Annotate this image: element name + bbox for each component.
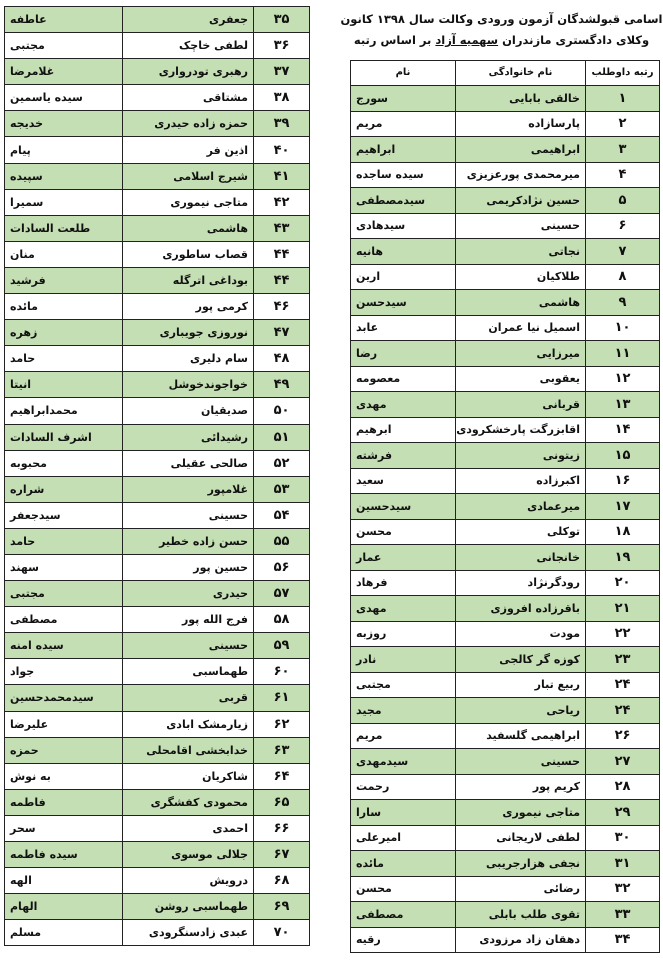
table-row xyxy=(5,711,310,737)
rank-cell: ۳۴ xyxy=(586,927,660,953)
first-name-cell: مائده xyxy=(5,294,123,320)
subtitle-quota: سهمیه آزاد xyxy=(435,33,499,47)
table-row xyxy=(351,290,660,316)
last-name-cell: خواجوندخوشل xyxy=(123,372,254,398)
header-rank: رتبه داوطلب xyxy=(586,61,660,86)
first-name-cell: الهه xyxy=(5,868,123,894)
last-name-cell: تقوی طلب بابلی xyxy=(456,902,586,928)
last-name-cell: خالقی بابایی xyxy=(456,86,586,112)
rank-cell: ۴۷ xyxy=(254,320,310,346)
rank-cell: ۱۷ xyxy=(586,494,660,520)
table-row xyxy=(351,545,660,571)
table-row xyxy=(5,685,310,711)
first-name-cell: محمدابراهیم xyxy=(5,398,123,424)
table-row xyxy=(5,842,310,868)
table-row xyxy=(5,7,310,33)
rank-cell: ۶۷ xyxy=(254,842,310,868)
last-name-cell: پارسازاده xyxy=(456,111,586,137)
first-name-cell: سیده امنه xyxy=(5,633,123,659)
table-row xyxy=(5,581,310,607)
last-name-cell: محمودی کفشگری xyxy=(123,789,254,815)
rank-cell: ۳۸ xyxy=(254,85,310,111)
rank-cell: ۲۴ xyxy=(586,672,660,698)
last-name-cell: حسینی xyxy=(123,633,254,659)
rank-cell: ۵۱ xyxy=(254,424,310,450)
table-row xyxy=(351,825,660,851)
header-last-name: نام خانوادگی xyxy=(456,61,586,86)
table-row xyxy=(5,241,310,267)
first-name-cell: سیده فاطمه xyxy=(5,842,123,868)
first-name-cell: هانیه xyxy=(351,239,456,265)
last-name-cell: قصاب ساطوری xyxy=(123,241,254,267)
last-name-cell: شیرج اسلامی xyxy=(123,163,254,189)
rank-cell: ۱۳ xyxy=(586,392,660,418)
rank-cell: ۵۹ xyxy=(254,633,310,659)
table-row xyxy=(5,163,310,189)
table-row xyxy=(351,188,660,214)
last-name-cell: متاجی نیموری xyxy=(123,189,254,215)
first-name-cell: معصومه xyxy=(351,366,456,392)
rank-cell: ۲۸ xyxy=(586,774,660,800)
first-name-cell: عمار xyxy=(351,545,456,571)
header-first-name: نام xyxy=(351,61,456,86)
table-row xyxy=(5,320,310,346)
rank-cell: ۶۰ xyxy=(254,659,310,685)
first-name-cell: طلعت السادات xyxy=(5,215,123,241)
last-name-cell: زیتونی xyxy=(456,443,586,469)
rank-cell: ۶۹ xyxy=(254,894,310,920)
first-name-cell: غلامرضا xyxy=(5,59,123,85)
table-row xyxy=(351,596,660,622)
first-name-cell: امیرعلی xyxy=(351,825,456,851)
first-name-cell: ابراهیم xyxy=(351,137,456,163)
first-name-cell: فرشته xyxy=(351,443,456,469)
rank-cell: ۳۷ xyxy=(254,59,310,85)
table-row xyxy=(5,59,310,85)
table-row xyxy=(5,554,310,580)
rank-cell: ۱۰ xyxy=(586,315,660,341)
first-name-cell: مجتبی xyxy=(5,581,123,607)
table-row xyxy=(5,267,310,293)
last-name-cell: حسینی xyxy=(456,749,586,775)
last-name-cell: قربانی xyxy=(456,392,586,418)
last-name-cell: قربی xyxy=(123,685,254,711)
first-name-cell: مریم xyxy=(351,723,456,749)
table-row xyxy=(5,920,310,946)
table-row xyxy=(5,424,310,450)
table-row xyxy=(351,621,660,647)
last-name-cell: باقرزاده افروزی xyxy=(456,596,586,622)
last-name-cell: شاکریان xyxy=(123,763,254,789)
first-name-cell: انیتا xyxy=(5,372,123,398)
table-row xyxy=(351,698,660,724)
rank-cell: ۵۷ xyxy=(254,581,310,607)
last-name-cell: غلامپور xyxy=(123,476,254,502)
table-row xyxy=(5,815,310,841)
last-name-cell: توکلی xyxy=(456,519,586,545)
last-name-cell: میرمحمدی پورعزیزی xyxy=(456,162,586,188)
first-name-cell: مهدی xyxy=(351,596,456,622)
first-name-cell: مصطفی xyxy=(351,902,456,928)
table-row xyxy=(5,372,310,398)
rank-cell: ۲۳ xyxy=(586,647,660,673)
table-row xyxy=(351,417,660,443)
rank-cell: ۱۹ xyxy=(586,545,660,571)
last-name-cell: هاشمی xyxy=(123,215,254,241)
rank-cell: ۳۰ xyxy=(586,825,660,851)
last-name-cell: نوروزی جویباری xyxy=(123,320,254,346)
last-name-cell: فرج الله پور xyxy=(123,607,254,633)
rank-cell: ۴۴ xyxy=(254,241,310,267)
rank-cell: ۴۲ xyxy=(254,189,310,215)
first-name-cell: سیدمهدی xyxy=(351,749,456,775)
table-row xyxy=(5,294,310,320)
last-name-cell: طهماسبی xyxy=(123,659,254,685)
rank-cell: ۱۴ xyxy=(586,417,660,443)
last-name-cell: کریم پور xyxy=(456,774,586,800)
first-name-cell: اشرف السادات xyxy=(5,424,123,450)
table-row xyxy=(5,111,310,137)
table-row xyxy=(351,443,660,469)
rank-cell: ۹ xyxy=(586,290,660,316)
first-name-cell: مسلم xyxy=(5,920,123,946)
last-name-cell: ابراهیمی xyxy=(456,137,586,163)
first-name-cell: منان xyxy=(5,241,123,267)
rank-cell: ۴۱ xyxy=(254,163,310,189)
rank-cell: ۶۱ xyxy=(254,685,310,711)
first-name-cell: سارا xyxy=(351,800,456,826)
table-row xyxy=(351,213,660,239)
rank-cell: ۷۰ xyxy=(254,920,310,946)
table-row xyxy=(5,137,310,163)
table-row xyxy=(5,633,310,659)
table-row xyxy=(5,85,310,111)
first-name-cell: فرشید xyxy=(5,267,123,293)
rank-cell: ۵۴ xyxy=(254,502,310,528)
first-name-cell: سیدجعفر xyxy=(5,502,123,528)
first-name-cell: مجید xyxy=(351,698,456,724)
rank-cell: ۵۰ xyxy=(254,398,310,424)
rank-cell: ۱۵ xyxy=(586,443,660,469)
last-name-cell: حسین پور xyxy=(123,554,254,580)
table-row xyxy=(351,494,660,520)
rank-cell: ۳۵ xyxy=(254,7,310,33)
first-name-cell: علیرضا xyxy=(5,711,123,737)
last-name-cell: جعفری xyxy=(123,7,254,33)
table-row xyxy=(351,774,660,800)
table-row xyxy=(351,264,660,290)
last-name-cell: سام دلیری xyxy=(123,346,254,372)
table-row xyxy=(351,341,660,367)
page-subtitle xyxy=(340,33,663,47)
first-name-cell: مصطفی xyxy=(5,607,123,633)
last-name-cell: لطفی خاچک xyxy=(123,33,254,59)
table-row xyxy=(5,450,310,476)
first-name-cell: زهره xyxy=(5,320,123,346)
last-name-cell: یعقوبی xyxy=(456,366,586,392)
last-name-cell: ربیع تبار xyxy=(456,672,586,698)
first-name-cell: سیدحسین xyxy=(351,494,456,520)
last-name-cell: زیارمشک ابادی xyxy=(123,711,254,737)
table-row xyxy=(351,851,660,877)
first-name-cell: سعید xyxy=(351,468,456,494)
last-name-cell: رضائی xyxy=(456,876,586,902)
first-name-cell: مهدی xyxy=(351,392,456,418)
table-row xyxy=(351,239,660,265)
rank-cell: ۳ xyxy=(586,137,660,163)
first-name-cell: عابد xyxy=(351,315,456,341)
table-row xyxy=(5,763,310,789)
table-row xyxy=(5,894,310,920)
table-row xyxy=(351,519,660,545)
last-name-cell: ریاحی xyxy=(456,698,586,724)
rank-cell: ۲۱ xyxy=(586,596,660,622)
rank-cell: ۱۸ xyxy=(586,519,660,545)
first-name-cell: سهند xyxy=(5,554,123,580)
last-name-cell: بوداغی اترگله xyxy=(123,267,254,293)
first-name-cell: سیده ساجده xyxy=(351,162,456,188)
last-name-cell: صدیقیان xyxy=(123,398,254,424)
last-name-cell: مشتاقی xyxy=(123,85,254,111)
last-name-cell: خانجانی xyxy=(456,545,586,571)
table-row xyxy=(5,737,310,763)
rank-cell: ۲۰ xyxy=(586,570,660,596)
table-row xyxy=(5,189,310,215)
table-row xyxy=(351,876,660,902)
first-name-cell: به نوش xyxy=(5,763,123,789)
last-name-cell: دهقان زاد مرزودی xyxy=(456,927,586,953)
last-name-cell: متاجی نیموری xyxy=(456,800,586,826)
last-name-cell: حسین نژادکریمی xyxy=(456,188,586,214)
rank-cell: ۱۱ xyxy=(586,341,660,367)
table-row xyxy=(351,468,660,494)
rank-cell: ۱۶ xyxy=(586,468,660,494)
rank-cell: ۳۶ xyxy=(254,33,310,59)
last-name-cell: رشیدائی xyxy=(123,424,254,450)
last-name-cell: حسن زاده خطیر xyxy=(123,528,254,554)
rank-cell: ۴۴ xyxy=(254,267,310,293)
rank-cell: ۲۷ xyxy=(586,749,660,775)
first-name-cell: محبوبه xyxy=(5,450,123,476)
last-name-cell: احمدی xyxy=(123,815,254,841)
last-name-cell: حسینی xyxy=(456,213,586,239)
first-name-cell: ارین xyxy=(351,264,456,290)
last-name-cell: جلالی موسوی xyxy=(123,842,254,868)
last-name-cell: طهماسبی روشن xyxy=(123,894,254,920)
first-name-cell: شراره xyxy=(5,476,123,502)
first-name-cell: عاطفه xyxy=(5,7,123,33)
rank-cell: ۶ xyxy=(586,213,660,239)
table-row xyxy=(351,392,660,418)
rank-cell: ۲۶ xyxy=(586,723,660,749)
table-row xyxy=(351,647,660,673)
rank-cell: ۲۲ xyxy=(586,621,660,647)
table-row xyxy=(5,607,310,633)
first-name-cell: محسن xyxy=(351,519,456,545)
table-row xyxy=(5,659,310,685)
table-row xyxy=(351,366,660,392)
rank-cell: ۸ xyxy=(586,264,660,290)
last-name-cell: درویش xyxy=(123,868,254,894)
first-name-cell: سپیده xyxy=(5,163,123,189)
rank-cell: ۵۸ xyxy=(254,607,310,633)
rank-cell: ۴۰ xyxy=(254,137,310,163)
last-name-cell: اسمیل نیا عمران xyxy=(456,315,586,341)
table-row xyxy=(351,86,660,112)
table-row xyxy=(5,346,310,372)
rank-cell: ۶۵ xyxy=(254,789,310,815)
rank-cell: ۵۳ xyxy=(254,476,310,502)
first-name-cell: پیام xyxy=(5,137,123,163)
last-name-cell: حسینی xyxy=(123,502,254,528)
table-row xyxy=(5,528,310,554)
first-name-cell: حامد xyxy=(5,346,123,372)
rank-cell: ۳۲ xyxy=(586,876,660,902)
first-name-cell: جواد xyxy=(5,659,123,685)
results-table-left-body xyxy=(5,7,310,946)
last-name-cell: کوزه گر کالجی xyxy=(456,647,586,673)
last-name-cell: ابراهیمی گلسفید xyxy=(456,723,586,749)
rank-cell: ۳۱ xyxy=(586,851,660,877)
last-name-cell: اذین فر xyxy=(123,137,254,163)
last-name-cell: خدابخشی اقامحلی xyxy=(123,737,254,763)
rank-cell: ۶۸ xyxy=(254,868,310,894)
table-row xyxy=(5,33,310,59)
last-name-cell: رهبری تودرواری xyxy=(123,59,254,85)
table-row xyxy=(351,570,660,596)
first-name-cell: روزبه xyxy=(351,621,456,647)
rank-cell: ۵۶ xyxy=(254,554,310,580)
last-name-cell: رودگرنژاد xyxy=(456,570,586,596)
last-name-cell: نجفی هزارجریبی xyxy=(456,851,586,877)
last-name-cell: لطفی لاریجانی xyxy=(456,825,586,851)
first-name-cell: خدیجه xyxy=(5,111,123,137)
last-name-cell: عبدی زادسنگرودی xyxy=(123,920,254,946)
rank-cell: ۷ xyxy=(586,239,660,265)
rank-cell: ۲۴ xyxy=(586,698,660,724)
first-name-cell: سیدحسن xyxy=(351,290,456,316)
first-name-cell: رحمت xyxy=(351,774,456,800)
first-name-cell: مجتبی xyxy=(5,33,123,59)
rank-cell: ۶۶ xyxy=(254,815,310,841)
rank-cell: ۴۳ xyxy=(254,215,310,241)
last-name-cell: حمزه زاده حیدری xyxy=(123,111,254,137)
first-name-cell: مائده xyxy=(351,851,456,877)
first-name-cell: حامد xyxy=(5,528,123,554)
first-name-cell: رضا xyxy=(351,341,456,367)
table-row xyxy=(5,502,310,528)
first-name-cell: حمزه xyxy=(5,737,123,763)
last-name-cell: طلاکیان xyxy=(456,264,586,290)
rank-cell: ۵ xyxy=(586,188,660,214)
last-name-cell: صالحی عقیلی xyxy=(123,450,254,476)
table-row xyxy=(351,902,660,928)
first-name-cell: رقیه xyxy=(351,927,456,953)
first-name-cell: ابرهیم xyxy=(351,417,456,443)
table-row xyxy=(351,749,660,775)
rank-cell: ۳۹ xyxy=(254,111,310,137)
first-name-cell: فرهاد xyxy=(351,570,456,596)
rank-cell: ۳۳ xyxy=(586,902,660,928)
subtitle-org: وکلای دادگستری مازندران xyxy=(502,33,650,47)
last-name-cell: میرعمادی xyxy=(456,494,586,520)
results-table-left xyxy=(4,6,310,946)
table-row xyxy=(351,315,660,341)
table-row xyxy=(351,111,660,137)
results-table-right xyxy=(350,60,660,953)
table-row xyxy=(351,162,660,188)
first-name-cell: فاطمه xyxy=(5,789,123,815)
rank-cell: ۶۲ xyxy=(254,711,310,737)
first-name-cell: سیدهادی xyxy=(351,213,456,239)
last-name-cell: اقابزرگت پارخشکرودی xyxy=(456,417,586,443)
first-name-cell: مجتبی xyxy=(351,672,456,698)
table-row xyxy=(5,476,310,502)
rank-cell: ۴۶ xyxy=(254,294,310,320)
table-row xyxy=(351,927,660,953)
rank-cell: ۴۹ xyxy=(254,372,310,398)
first-name-cell: سیده یاسمین xyxy=(5,85,123,111)
rank-cell: ۵۲ xyxy=(254,450,310,476)
rank-cell: ۶۴ xyxy=(254,763,310,789)
table-row xyxy=(351,672,660,698)
rank-cell: ۲۹ xyxy=(586,800,660,826)
table-row xyxy=(351,137,660,163)
rank-cell: ۱۲ xyxy=(586,366,660,392)
rank-cell: ۵۵ xyxy=(254,528,310,554)
last-name-cell: اکبرزاده xyxy=(456,468,586,494)
rank-cell: ۴ xyxy=(586,162,660,188)
table-row xyxy=(5,215,310,241)
first-name-cell: الهام xyxy=(5,894,123,920)
first-name-cell: سورج xyxy=(351,86,456,112)
last-name-cell: نجاتی xyxy=(456,239,586,265)
last-name-cell: میرزایی xyxy=(456,341,586,367)
rank-cell: ۱ xyxy=(586,86,660,112)
last-name-cell: مودت xyxy=(456,621,586,647)
last-name-cell: هاشمی xyxy=(456,290,586,316)
first-name-cell: سمیرا xyxy=(5,189,123,215)
table-row xyxy=(5,868,310,894)
table-row xyxy=(5,398,310,424)
page-title: اسامی قبولشدگان آزمون ورودی وکالت سال ۱۳۹۸ کانون xyxy=(340,12,663,26)
results-table-right-body xyxy=(351,86,660,953)
rank-cell: ۴۸ xyxy=(254,346,310,372)
first-name-cell: مریم xyxy=(351,111,456,137)
first-name-cell: نادر xyxy=(351,647,456,673)
table-header-row xyxy=(351,61,660,86)
first-name-cell: محسن xyxy=(351,876,456,902)
table-row xyxy=(5,789,310,815)
first-name-cell: سیدمحمدحسین xyxy=(5,685,123,711)
first-name-cell: سیدمصطفی xyxy=(351,188,456,214)
table-row xyxy=(351,800,660,826)
last-name-cell: کرمی پور xyxy=(123,294,254,320)
last-name-cell: حیدری xyxy=(123,581,254,607)
rank-cell: ۶۳ xyxy=(254,737,310,763)
table-row xyxy=(351,723,660,749)
rank-cell: ۲ xyxy=(586,111,660,137)
subtitle-order: بر اساس رتبه xyxy=(353,33,432,47)
first-name-cell: سحر xyxy=(5,815,123,841)
